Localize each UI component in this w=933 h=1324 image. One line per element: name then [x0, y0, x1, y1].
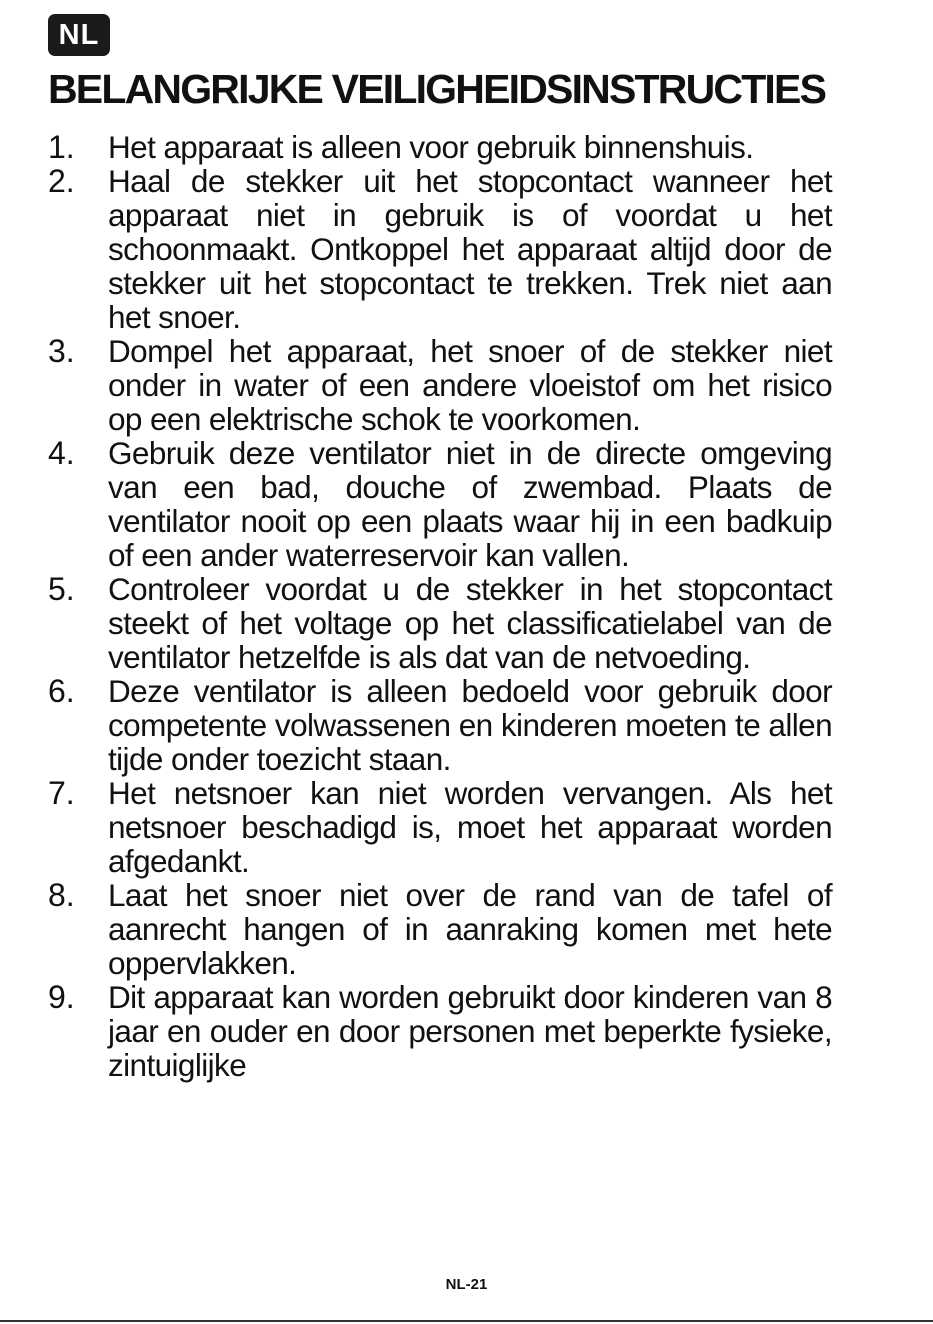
item-text: Dit apparaat kan worden gebruikt door kinderen van 8 jaar en ouder en door personen met beperkte fysieke, zintuiglijke — [108, 979, 832, 1083]
language-badge: NL — [48, 14, 110, 56]
list-item — [48, 436, 832, 572]
list-item — [48, 980, 832, 1082]
item-text: Gebruik deze ventilator niet in de directe omgeving van een bad, douche of zwembad. Plaats de ventilator nooit op een plaats waar hij in een badkuip of een ander waterreservoir kan vallen. — [108, 435, 832, 573]
item-number: 9. — [48, 979, 75, 1015]
item-number: 6. — [48, 673, 75, 709]
bottom-divider — [0, 1320, 933, 1322]
item-number: 3. — [48, 333, 75, 369]
list-item — [48, 776, 832, 878]
item-text: Deze ventilator is alleen bedoeld voor gebruik door competente volwassenen en kinderen moeten te allen tijde onder toezicht staan. — [108, 673, 832, 777]
item-text: Het apparaat is alleen voor gebruik binnenshuis. — [108, 129, 754, 165]
safety-instructions-list — [48, 130, 832, 1082]
item-number: 8. — [48, 877, 75, 913]
list-item — [48, 334, 832, 436]
page-number: NL-21 — [445, 1276, 488, 1293]
item-number: 7. — [48, 775, 75, 811]
item-text: Dompel het apparaat, het snoer of de stekker niet onder in water of een andere vloeistof om het risico op een elektrische schok te voorkomen. — [108, 333, 832, 437]
list-item — [48, 164, 832, 334]
item-number: 5. — [48, 571, 75, 607]
list-item — [48, 572, 832, 674]
item-text: Haal de stekker uit het stopcontact wanneer het apparaat niet in gebruik is of voordat u het schoonmaakt. Ontkoppel het apparaat altijd door de stekker uit het stopcontact te trekken. Trek niet aan het snoer. — [108, 163, 832, 335]
list-item — [48, 130, 832, 164]
item-number: 1. — [48, 129, 75, 165]
item-text: Controleer voordat u de stekker in het stopcontact steekt of het voltage op het classificatielabel van de ventilator hetzelfde is als dat van de netvoeding. — [108, 571, 832, 675]
item-number: 4. — [48, 435, 75, 471]
item-number: 2. — [48, 163, 75, 199]
item-text: Het netsnoer kan niet worden vervangen. Als het netsnoer beschadigd is, moet het apparaat worden afgedankt. — [108, 775, 832, 879]
page-title: BELANGRIJKE VEILIGHEIDSINSTRUCTIES — [48, 66, 826, 112]
item-text: Laat het snoer niet over de rand van de tafel of aanrecht hangen of in aanraking komen met hete oppervlakken. — [108, 877, 832, 981]
list-item — [48, 878, 832, 980]
list-item — [48, 674, 832, 776]
